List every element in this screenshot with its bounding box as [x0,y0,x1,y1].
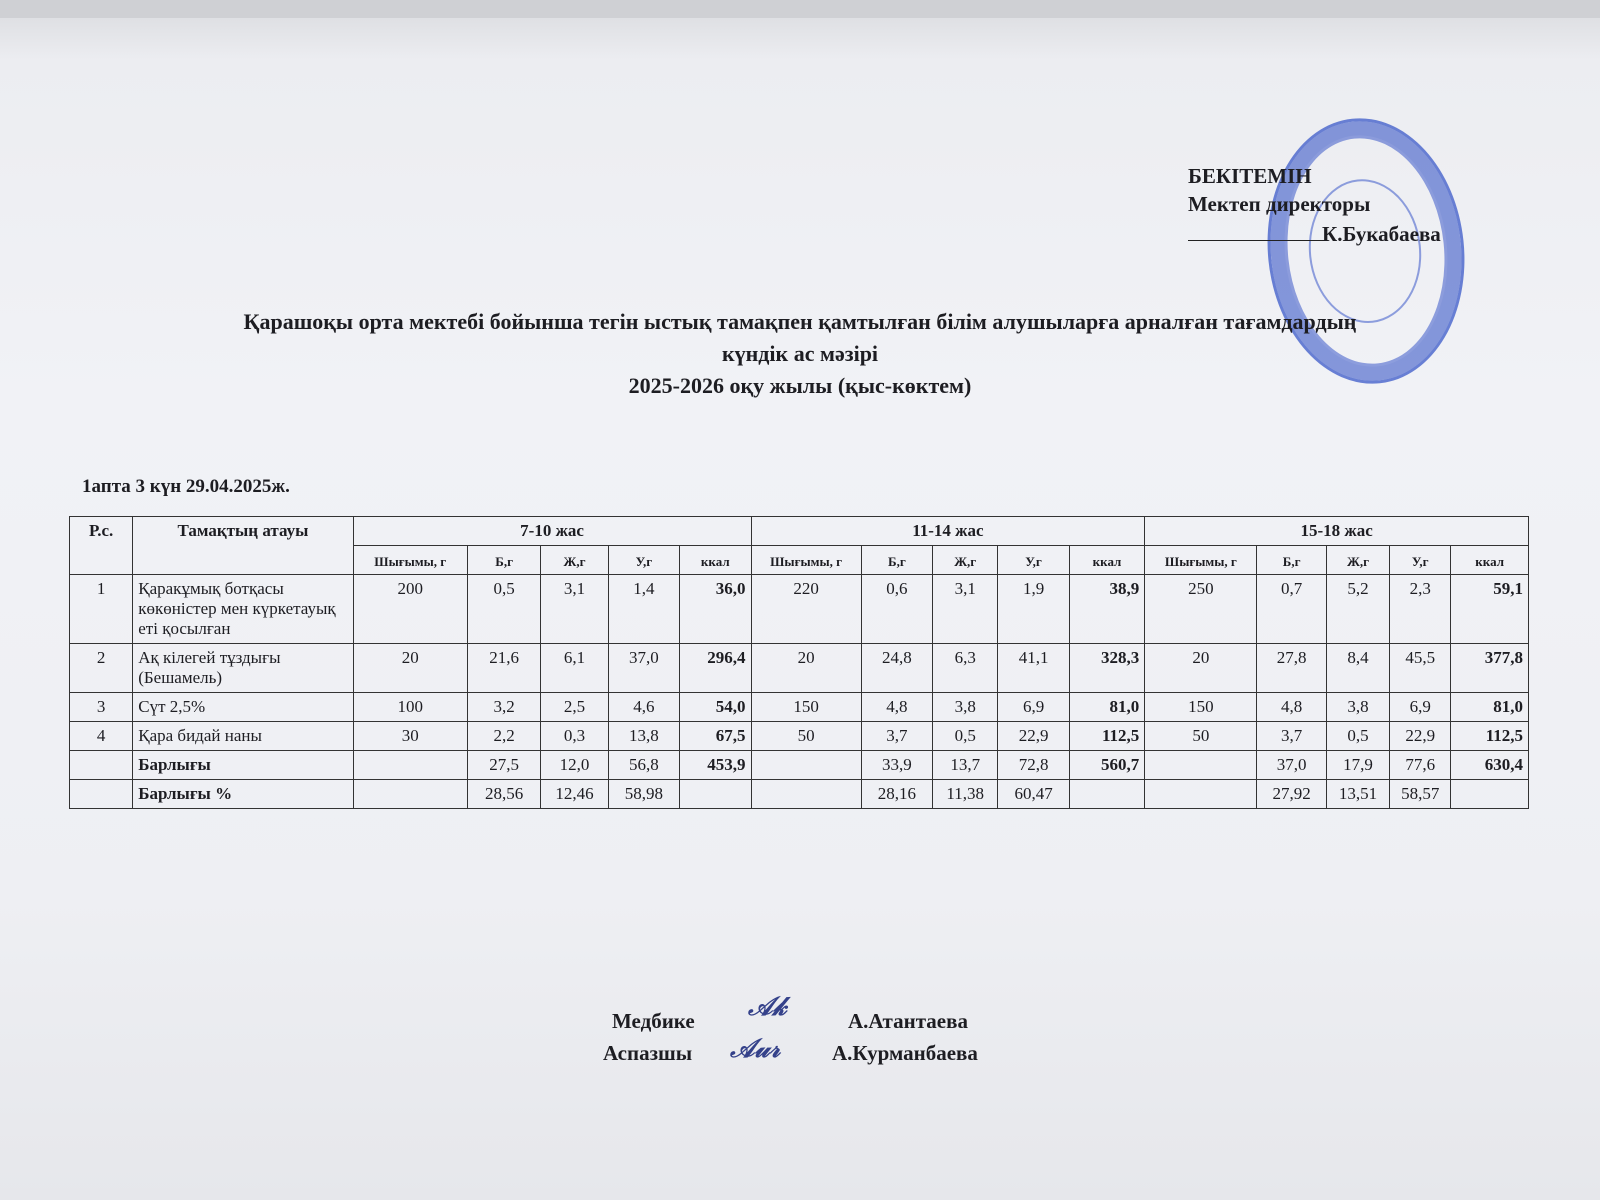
subheader-g1-c3: Ж,г [541,546,608,575]
cell-g1-1: 0,5 [467,575,540,644]
subheader-g3-c2: Б,г [1257,546,1326,575]
cell-g2-1: 0,6 [861,575,932,644]
cell-g2-2: 3,8 [933,693,998,722]
cell-g2-0: 50 [751,722,861,751]
cell-g2-3: 22,9 [998,722,1069,751]
subheader-g3-c3: Ж,г [1326,546,1389,575]
cell-g1-3: 56,8 [608,751,679,780]
header-row-groups [70,517,1529,546]
empty-cell [70,780,133,809]
cell-g3-2: 8,4 [1326,644,1389,693]
cell-g2-2: 13,7 [933,751,998,780]
total-label: Барлығы [133,751,353,780]
cell-g2-4: 38,9 [1069,575,1145,644]
cell-g3-2: 3,8 [1326,693,1389,722]
cell-g3-0: 250 [1145,575,1257,644]
cell-g2-4: 560,7 [1069,751,1145,780]
header-group-15-18: 15-18 жас [1145,517,1529,546]
empty-cell [70,751,133,780]
cell-g2-1: 24,8 [861,644,932,693]
approval-heading: БЕКІТЕМІН [1188,164,1312,188]
cell-g2-2: 3,1 [933,575,998,644]
cell-g3-0 [1145,780,1257,809]
cell-g1-0: 100 [353,693,467,722]
cell-g3-4 [1451,780,1529,809]
cell-g2-0 [751,780,861,809]
cell-g2-1: 28,16 [861,780,932,809]
cell-g3-2: 13,51 [1326,780,1389,809]
week-day-label: 1апта 3 күн 29.04.2025ж. [82,476,290,497]
subheader-g3-c5: ккал [1451,546,1529,575]
cell-g3-3: 45,5 [1390,644,1451,693]
subheader-g3-c1: Шығымы, г [1145,546,1257,575]
handwritten-signature-cook: 𝒜𝓊𝓇 [730,1034,781,1064]
page-title [60,306,1540,402]
cell-g1-2: 12,46 [541,780,608,809]
row-number: 2 [70,644,133,693]
cell-g3-1: 0,7 [1257,575,1326,644]
title-line-1: Қарашоқы орта мектебі бойынша тегін ыстық тамақпен қамтылған білім алушыларға арналған тағамдардың [243,309,1357,334]
cell-g2-0 [751,751,861,780]
cell-g2-0: 220 [751,575,861,644]
cell-g3-3: 2,3 [1390,575,1451,644]
cell-g1-1: 3,2 [467,693,540,722]
cell-g1-0: 200 [353,575,467,644]
cell-g2-4: 81,0 [1069,693,1145,722]
cell-g1-2: 0,3 [541,722,608,751]
row-number: 4 [70,722,133,751]
cell-g3-0: 150 [1145,693,1257,722]
signature-name-cook: А.Курманбаева [832,1041,978,1065]
table-row-total [70,751,1529,780]
cell-g3-0: 50 [1145,722,1257,751]
cell-g3-4: 630,4 [1451,751,1529,780]
cell-g3-1: 27,8 [1257,644,1326,693]
approval-position: Мектеп директоры [1188,192,1371,216]
table-row [70,722,1529,751]
cell-g1-2: 3,1 [541,575,608,644]
cell-g3-4: 377,8 [1451,644,1529,693]
cell-g1-3: 4,6 [608,693,679,722]
cell-g2-3: 6,9 [998,693,1069,722]
cell-g1-1: 21,6 [467,644,540,693]
signature-role-nurse: Медбике [612,1009,695,1033]
cell-g1-2: 12,0 [541,751,608,780]
cell-g1-4 [680,780,751,809]
cell-g2-2: 11,38 [933,780,998,809]
cell-g3-4: 59,1 [1451,575,1529,644]
cell-g2-4 [1069,780,1145,809]
cell-g3-3: 77,6 [1390,751,1451,780]
cell-g2-2: 0,5 [933,722,998,751]
cell-g1-4: 296,4 [680,644,751,693]
row-number: 3 [70,693,133,722]
table-row [70,575,1529,644]
cell-g3-1: 4,8 [1257,693,1326,722]
approval-signature-line [1188,220,1328,241]
cell-g2-3: 72,8 [998,751,1069,780]
approval-block [1188,162,1488,246]
dish-name: Сүт 2,5% [133,693,353,722]
subheader-g1-c5: ккал [680,546,751,575]
dish-name: Қара бидай наны [133,722,353,751]
cell-g3-4: 112,5 [1451,722,1529,751]
paper-top-edge [0,0,1600,18]
cell-g1-3: 37,0 [608,644,679,693]
cell-g3-4: 81,0 [1451,693,1529,722]
subheader-g2-c1: Шығымы, г [751,546,861,575]
cell-g2-1: 3,7 [861,722,932,751]
menu-table [69,516,1529,809]
cell-g1-0 [353,751,467,780]
cell-g1-3: 1,4 [608,575,679,644]
cell-g3-1: 27,92 [1257,780,1326,809]
cell-g1-3: 13,8 [608,722,679,751]
subheader-g2-c5: ккал [1069,546,1145,575]
title-line-3: 2025-2026 оқу жылы (қыс-көктем) [628,373,972,398]
row-number: 1 [70,575,133,644]
table-row [70,693,1529,722]
header-rs: Р.с. [70,517,133,575]
cell-g2-0: 20 [751,644,861,693]
cell-g3-2: 17,9 [1326,751,1389,780]
signature-name-nurse: А.Атантаева [848,1009,968,1033]
cell-g1-1: 28,56 [467,780,540,809]
dish-name: Ақ кілегей тұздығы (Бешамель) [133,644,353,693]
header-group-11-14: 11-14 жас [751,517,1145,546]
cell-g1-4: 36,0 [680,575,751,644]
header-group-7-10: 7-10 жас [353,517,751,546]
table-row-percent [70,780,1529,809]
header-name: Тамақтың атауы [133,517,353,575]
cell-g1-1: 2,2 [467,722,540,751]
subheader-g2-c3: Ж,г [933,546,998,575]
cell-g2-3: 1,9 [998,575,1069,644]
signature-role-cook: Аспазшы [603,1041,693,1065]
cell-g1-0: 20 [353,644,467,693]
dish-name: Қаракұмық ботқасы көкөністер мен күркетауық еті қосылған [133,575,353,644]
cell-g1-4: 54,0 [680,693,751,722]
cell-g1-2: 6,1 [541,644,608,693]
cell-g2-3: 41,1 [998,644,1069,693]
cell-g3-3: 6,9 [1390,693,1451,722]
subheader-g3-c4: У,г [1390,546,1451,575]
cell-g1-3: 58,98 [608,780,679,809]
cell-g3-2: 0,5 [1326,722,1389,751]
cell-g2-0: 150 [751,693,861,722]
cell-g3-3: 22,9 [1390,722,1451,751]
cell-g1-0: 30 [353,722,467,751]
cell-g3-3: 58,57 [1390,780,1451,809]
subheader-g1-c4: У,г [608,546,679,575]
subheader-g2-c4: У,г [998,546,1069,575]
cell-g3-0 [1145,751,1257,780]
cell-g3-0: 20 [1145,644,1257,693]
subheader-g1-c2: Б,г [467,546,540,575]
cell-g3-2: 5,2 [1326,575,1389,644]
percent-label: Барлығы % [133,780,353,809]
cell-g3-1: 3,7 [1257,722,1326,751]
subheader-g1-c1: Шығымы, г [353,546,467,575]
cell-g2-4: 328,3 [1069,644,1145,693]
cell-g1-4: 67,5 [680,722,751,751]
subheader-g2-c2: Б,г [861,546,932,575]
approval-signer: К.Букабаева [1322,222,1441,246]
cell-g1-1: 27,5 [467,751,540,780]
cell-g1-0 [353,780,467,809]
cell-g1-4: 453,9 [680,751,751,780]
table-body [70,575,1529,809]
cell-g2-4: 112,5 [1069,722,1145,751]
table-row [70,644,1529,693]
title-line-2: күндік ас мәзірі [721,341,879,366]
cell-g2-1: 4,8 [861,693,932,722]
cell-g3-1: 37,0 [1257,751,1326,780]
cell-g2-1: 33,9 [861,751,932,780]
handwritten-signature-nurse: 𝒜𝓀 [748,992,787,1022]
cell-g2-2: 6,3 [933,644,998,693]
cell-g2-3: 60,47 [998,780,1069,809]
cell-g1-2: 2,5 [541,693,608,722]
